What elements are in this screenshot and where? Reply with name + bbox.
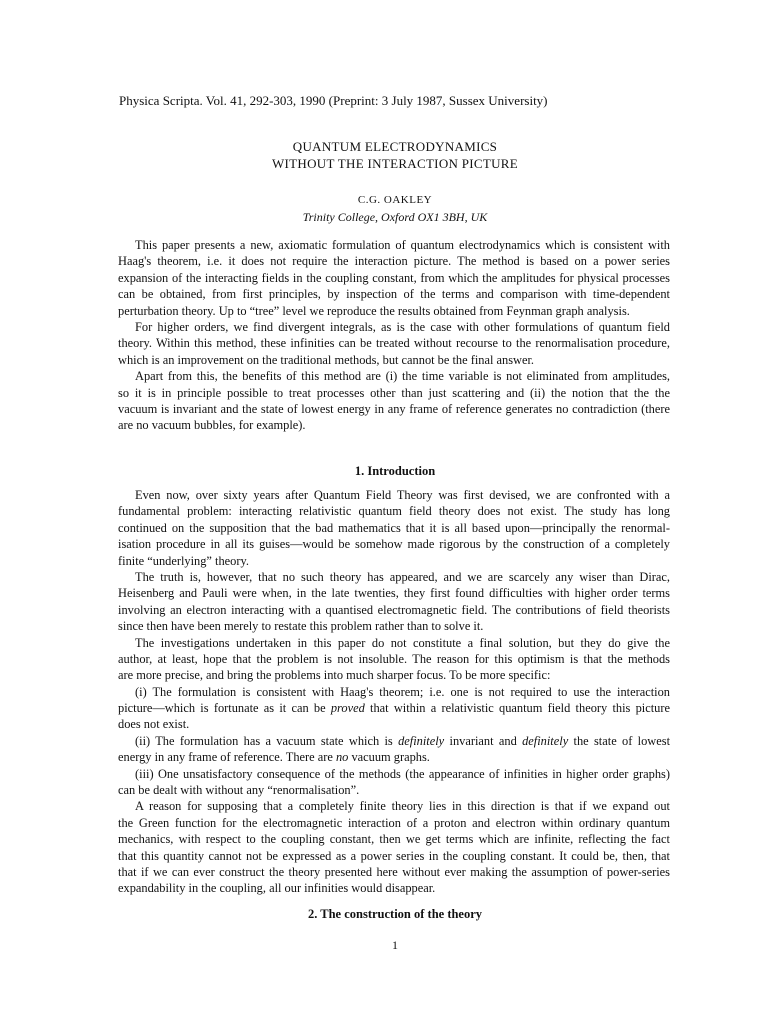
abstract-text: Apart from this, the benefits of this method are (i) the time variable is not eliminated from amplitudes,: [135, 369, 670, 384]
title-line-2: WITHOUT THE INTERACTION PICTURE: [271, 156, 519, 171]
abstract-p3-line-2: so it is in principle possible to treat processes other than just scattering and (ii) the notion that the the: [118, 385, 670, 400]
abstract-p1-line-5: perturbation theory. Up to “tree” level we reproduce the results obtained from Feynman graph analysis.: [118, 303, 630, 318]
emphasis-definitely: definitely: [522, 733, 569, 748]
title-line-1: QUANTUM ELECTRODYNAMICS: [292, 139, 498, 154]
intro-p3-line-1: The investigations undertaken in this paper do not constitute a final solution, but they do give the: [135, 635, 670, 650]
abstract-p1-line-2: Haag's theorem, i.e. it does not require the interaction picture. The method is based on a power series: [118, 254, 670, 269]
intro-p6-line-1: (iii) One unsatisfactory consequence of the methods (the appearance of infinities in higher order graphs): [135, 766, 670, 781]
author-affiliation: Trinity College, Oxford OX1 3BH, UK: [302, 210, 488, 224]
abstract-p2-line-1: [118, 319, 670, 335]
section-2-heading: 2. The construction of the theory: [307, 907, 483, 921]
abstract: [118, 237, 670, 434]
intro-p7-line-1: A reason for supposing that a completely finite theory lies in this direction is that if we expand out: [135, 799, 670, 814]
abstract-p3-line-3: vacuum is invariant and the state of lowest energy in any frame of reference generates no contradiction (there: [118, 401, 670, 416]
intro-text: picture—which is fortunate as it can be: [118, 701, 331, 716]
intro-p7-line-2: the Green function for the electromagnetic interaction of a proton and electron within ordinary quantum: [118, 815, 670, 830]
abstract-p3-line-4: are no vacuum bubbles, for example).: [118, 418, 306, 433]
intro-p1-line-5: finite “underlying” theory.: [118, 553, 249, 568]
intro-p6-line-2: can be dealt with without any “renormalisation”.: [118, 783, 360, 798]
abstract-p1-line-4: can be obtained, from first principles, by inspection of the terms and comparison with time-dependent: [118, 287, 670, 302]
intro-p1-line-2: fundamental problem: interacting relativistic quantum field theory does not exist. The study has long: [118, 504, 670, 519]
journal-reference: Physica Scripta. Vol. 41, 292-303, 1990 (Preprint: 3 July 1987, Sussex University): [119, 93, 548, 108]
intro-p3-line-2: author, at least, hope that the problem is not insoluble. The reason for this optimism is that the methods: [118, 651, 670, 666]
section-1-heading: 1. Introduction: [354, 464, 436, 478]
abstract-p1-line-3: expansion of the interacting fields in the coupling constant, from which the amplitudes for physical processes: [118, 270, 670, 285]
intro-p7-line-3: mechanics, with respect to the coupling constant, then we get terms which are infinite, reflecting the fact: [118, 832, 670, 847]
abstract-p2-line-3: which is an improvement on the traditional methods, but cannot be the final answer.: [118, 352, 535, 367]
page-number: 1: [392, 938, 398, 952]
paper-title: [0, 138, 768, 172]
intro-p2-line-3: involving an electron interacting with a quantised electromagnetic field. The contributions of field theorists: [118, 602, 670, 617]
intro-p3-line-3: are more precise, and bring the problems into much sharper focus. To be more specific:: [118, 668, 551, 683]
intro-p5-line-1: [118, 733, 670, 749]
intro-p1-line-4: isation procedure in all its guises—would be somehow made rigorous by the construction of a completely: [118, 537, 670, 552]
intro-p1-line-1: Even now, over sixty years after Quantum Field Theory was first devised, we are confronted with a: [135, 488, 670, 502]
intro-text: vacuum graphs.: [348, 750, 430, 765]
intro-p2-line-2: Heisenberg and Pauli were when, in the late twenties, they first found difficulties with higher order terms: [118, 586, 670, 601]
abstract-text: This paper presents a new, axiomatic formulation of quantum electrodynamics which is consistent with: [135, 238, 670, 252]
intro-text: (ii) The formulation has a vacuum state which is: [135, 733, 399, 748]
author-name: C.G. OAKLEY: [357, 194, 433, 206]
emphasis-proved: proved: [330, 701, 365, 716]
intro-p2-line-4: since then have been merely to restate this problem rather than to solve it.: [118, 619, 484, 634]
intro-text: the state of lowest: [568, 733, 671, 748]
section-1-body: [118, 487, 670, 897]
intro-text: energy in any frame of reference. There are: [118, 750, 336, 765]
intro-p7-line-4: that this quantity cannot not be expressed as a power series in the coupling constant. It could be, then, that: [118, 848, 670, 863]
intro-text: that within a relativistic quantum field theory this picture: [364, 701, 670, 716]
emphasis-no: no: [335, 750, 349, 765]
abstract-text: For higher orders, we find divergent integrals, as is the case with other formulations of quantum field: [135, 319, 670, 334]
intro-p4-line-3: does not exist.: [118, 717, 190, 732]
intro-text: invariant and: [444, 733, 523, 748]
intro-p7-line-6: expandability in the coupling, all our infinities would disappear.: [118, 881, 436, 896]
abstract-p2-line-2: theory. Within this method, these infinities can be treated without recourse to the renormalisation procedure,: [118, 336, 670, 351]
intro-p4-line-2: [118, 700, 670, 716]
emphasis-definitely: definitely: [398, 733, 445, 748]
abstract-p3-line-1: [118, 368, 670, 384]
intro-p4-line-1: (i) The formulation is consistent with Haag's theorem; i.e. one is not required to use the interaction: [135, 684, 670, 699]
abstract-p1-line-1: [118, 237, 670, 253]
intro-p2-line-1: The truth is, however, that no such theory has appeared, and we are scarcely any wiser than Dirac,: [135, 569, 670, 584]
intro-p1-line-3: continued on the supposition that the bad mathematics that it is all based upon—principally the renormal-: [118, 520, 670, 535]
intro-p7-line-5: that if we can ever construct the theory presented here without ever making the assumption of power-series: [118, 864, 670, 879]
intro-p5-line-2: [118, 749, 670, 765]
